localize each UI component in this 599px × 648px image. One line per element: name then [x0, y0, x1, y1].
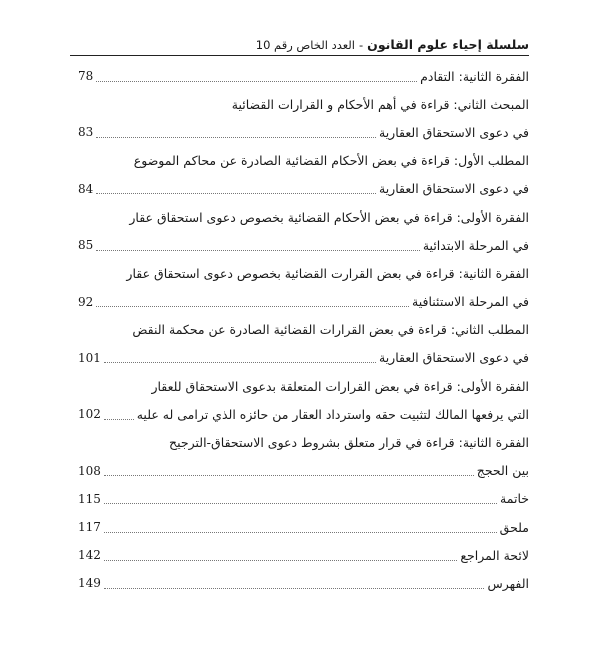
- toc-entry-title: في دعوى الاستحقاق العقارية: [379, 124, 529, 140]
- toc-page-number: 85: [78, 238, 94, 253]
- toc-entry-title: التي يرفعها المالك لتثبيت حقه واسترداد العقار من حائزه الذي ترامى له عليه: [136, 406, 529, 422]
- toc-entry[interactable]: [70, 62, 529, 90]
- toc-page-number: 83: [78, 125, 94, 140]
- dot-leader: [96, 193, 376, 194]
- toc-entry-title: ملحق: [499, 519, 529, 535]
- toc-page-number: 78: [78, 69, 94, 84]
- toc-entry-title: لائحة المراجع: [460, 547, 529, 563]
- toc-entry[interactable]: [70, 569, 529, 597]
- toc-entry-title: الفهرس: [487, 575, 529, 591]
- dot-leader: [104, 475, 474, 476]
- toc-entry-title: في دعوى الاستحقاق العقارية: [379, 181, 529, 197]
- toc-entry-title: الفقرة الأولى: قراءة في بعض الأحكام القضائية بخصوص دعوى استحقاق عقار: [129, 209, 529, 225]
- toc-page-number: 108: [78, 463, 101, 478]
- toc-entry[interactable]: [70, 400, 529, 428]
- toc-entry[interactable]: [70, 541, 529, 569]
- toc-entry[interactable]: [70, 372, 529, 400]
- toc-entry[interactable]: [70, 457, 529, 485]
- toc-entry[interactable]: [70, 316, 529, 344]
- dot-leader: [104, 503, 497, 504]
- toc-page-number: 115: [78, 491, 101, 506]
- toc-entry-title: في المرحلة الاستئنافية: [412, 294, 529, 310]
- toc-entry[interactable]: [70, 147, 529, 175]
- toc-entry-title: المبحث الثاني: قراءة في أهم الأحكام و القرارات القضائية: [231, 96, 529, 112]
- dot-leader: [104, 362, 376, 363]
- dot-leader: [96, 306, 409, 307]
- dot-leader: [104, 419, 134, 420]
- toc-entry-title: الفقرة الأولى: قراءة في بعض القرارات المتعلقة بدعوى الاستحقاق للعقار: [151, 378, 529, 394]
- toc-entry-title: في دعوى الاستحقاق العقارية: [379, 350, 529, 366]
- toc-entry[interactable]: [70, 288, 529, 316]
- dot-leader: [96, 250, 420, 251]
- toc-entry[interactable]: [70, 231, 529, 259]
- toc-entry[interactable]: [70, 90, 529, 118]
- dot-leader: [96, 137, 376, 138]
- toc-entry-title: بين الحجج: [476, 463, 529, 479]
- toc-entry-title: المطلب الأول: قراءة في بعض الأحكام القضائية الصادرة عن محاكم الموضوع: [133, 153, 529, 169]
- toc-entry-title: في المرحلة الابتدائية: [422, 237, 529, 253]
- toc-entry[interactable]: [70, 428, 529, 456]
- toc-entry[interactable]: [70, 203, 529, 231]
- dot-leader: [104, 560, 457, 561]
- toc-page-number: 117: [78, 520, 101, 535]
- issue-label: العدد الخاص رقم 10: [255, 38, 355, 52]
- toc-entry-title: الفقرة الثانية: التقادم: [420, 68, 529, 84]
- toc-entry-title: المطلب الثاني: قراءة في بعض القرارات القضائية الصادرة عن محكمة النقض: [132, 322, 529, 338]
- toc-page-number: 101: [78, 350, 101, 365]
- toc-entry[interactable]: [70, 175, 529, 203]
- running-header: [70, 26, 529, 56]
- toc-page-number: 142: [78, 548, 101, 563]
- toc-entry[interactable]: [70, 344, 529, 372]
- toc-entry[interactable]: [70, 513, 529, 541]
- toc-entry[interactable]: [70, 485, 529, 513]
- toc-entry[interactable]: [70, 118, 529, 146]
- dot-leader: [104, 588, 485, 589]
- toc-page-number: 92: [78, 294, 94, 309]
- toc-entry-title: الفقرة الثانية: قراءة في بعض القرارت القضائية بخصوص دعوى استحقاق عقار: [126, 265, 529, 281]
- header-separator: -: [359, 38, 364, 52]
- toc-entry-title: خاتمة: [500, 491, 529, 507]
- dot-leader: [104, 532, 497, 533]
- toc-page-number: 149: [78, 576, 101, 591]
- series-title: سلسلة إحياء علوم القانون: [367, 37, 529, 52]
- toc-entry-title: الفقرة الثانية: قراءة في قرار متعلق بشروط دعوى الاستحقاق-الترجيح: [169, 435, 529, 451]
- toc-page-number: 102: [78, 407, 101, 422]
- dot-leader: [96, 81, 417, 82]
- toc-entry[interactable]: [70, 259, 529, 287]
- table-of-contents: [70, 62, 529, 598]
- toc-page-number: 84: [78, 181, 94, 196]
